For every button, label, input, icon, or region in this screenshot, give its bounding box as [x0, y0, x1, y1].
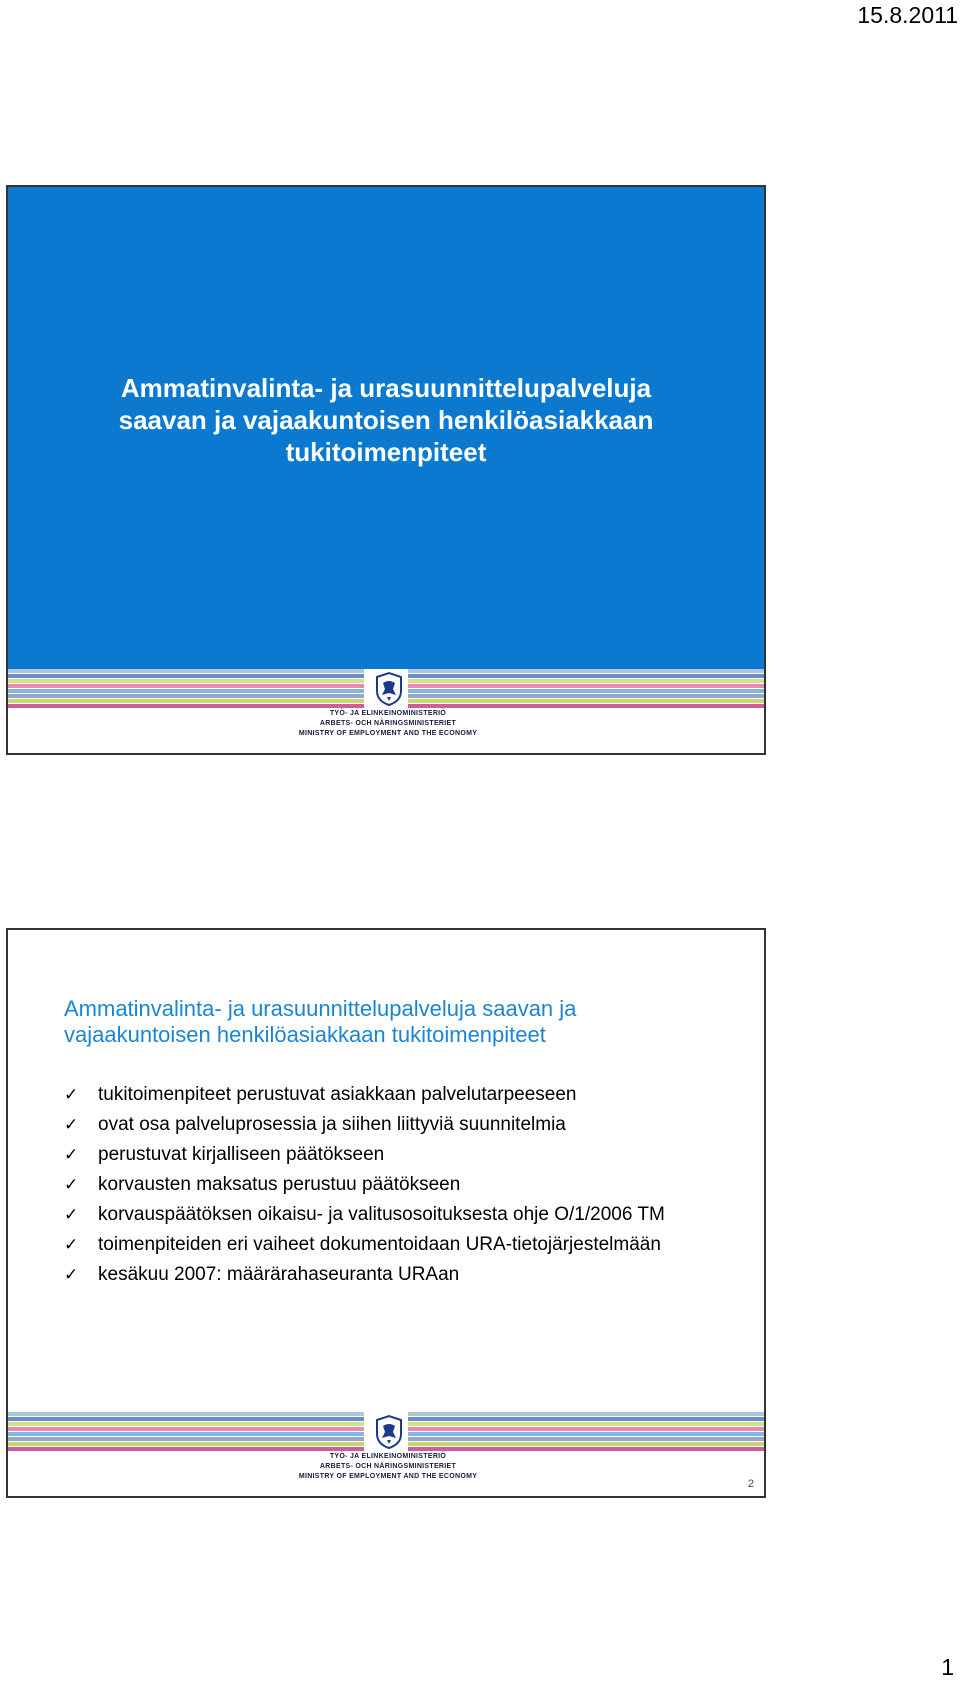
- cover-title: [68, 372, 704, 468]
- footer-stripe: [408, 704, 764, 708]
- checkmark-icon: ✓: [64, 1235, 79, 1255]
- bullet-item: [64, 1112, 714, 1138]
- footer-stripe: [8, 684, 364, 688]
- bullet-text: kesäkuu 2007: määrärahaseuranta URAan: [98, 1264, 460, 1285]
- footer-stripe: [408, 1422, 764, 1426]
- bullet-text: korvauspäätöksen oikaisu- ja valitusosoituksesta ohje O/1/2006 TM: [98, 1204, 665, 1225]
- page-number: 1: [941, 1654, 954, 1680]
- footer-stripe: [8, 674, 364, 678]
- ministry-name-sv: ARBETS- OCH NÄRINGSMINISTERIET: [319, 720, 457, 727]
- bullet-item: [64, 1232, 714, 1258]
- cover-title-line: saavan ja vajaakuntoisen henkilöasiakkaan: [118, 405, 654, 435]
- footer-stripe: [408, 694, 764, 698]
- ministry-name-en: MINISTRY OF EMPLOYMENT AND THE ECONOMY: [298, 730, 478, 737]
- bullet-text: korvausten maksatus perustuu päätökseen: [98, 1174, 461, 1195]
- bullet-list: [64, 1082, 714, 1292]
- checkmark-icon: ✓: [64, 1085, 79, 1105]
- ministry-name-fi: TYÖ- JA ELINKEINOMINISTERIÖ: [329, 1453, 447, 1460]
- footer-stripe: [8, 1417, 364, 1421]
- slide-title: [64, 996, 714, 1048]
- ministry-names: [238, 709, 538, 739]
- footer-stripe: [8, 704, 364, 708]
- footer-stripe: [408, 1432, 764, 1436]
- checkmark-icon: ✓: [64, 1175, 79, 1195]
- bullet-item: [64, 1202, 714, 1228]
- footer-stripe: [408, 1412, 764, 1416]
- footer-stripe: [8, 689, 364, 693]
- footer-stripe: [8, 669, 364, 673]
- footer-stripe: [408, 669, 764, 673]
- checkmark-icon: ✓: [64, 1145, 79, 1165]
- footer-stripe: [8, 1442, 364, 1446]
- footer-stripe: [408, 1442, 764, 1446]
- footer-stripe: [8, 1437, 364, 1441]
- footer-stripe: [8, 699, 364, 703]
- slide-number: 2: [747, 1478, 754, 1490]
- footer-stripe: [8, 694, 364, 698]
- finnish-lion-crest-icon: [373, 671, 405, 707]
- slide-title-line: vajaakuntoisen henkilöasiakkaan tukitoimenpiteet: [64, 1022, 546, 1047]
- slide-cover: [6, 185, 766, 755]
- bullet-item: [64, 1262, 714, 1288]
- bullet-text: ovat osa palveluprosessia ja siihen liittyviä suunnitelmia: [98, 1114, 566, 1135]
- footer-stripe: [8, 1432, 364, 1436]
- finnish-lion-crest-icon: [373, 1414, 405, 1450]
- footer-stripe: [408, 689, 764, 693]
- ministry-name-fi: TYÖ- JA ELINKEINOMINISTERIÖ: [329, 710, 447, 717]
- footer-stripe: [408, 679, 764, 683]
- slide-footer-band: [8, 1412, 764, 1498]
- footer-stripe: [408, 684, 764, 688]
- cover-title-line: Ammatinvalinta- ja urasuunnittelupalveluja: [120, 373, 652, 403]
- footer-stripe: [408, 699, 764, 703]
- bullet-text: tukitoimenpiteet perustuvat asiakkaan palvelutarpeeseen: [98, 1084, 577, 1105]
- ministry-name-en: MINISTRY OF EMPLOYMENT AND THE ECONOMY: [298, 1473, 478, 1480]
- bullet-item: [64, 1172, 714, 1198]
- slide-content: [6, 928, 766, 1498]
- footer-stripe: [408, 674, 764, 678]
- footer-stripe: [408, 1427, 764, 1431]
- ministry-names: [238, 1452, 538, 1482]
- footer-stripe: [8, 1447, 364, 1451]
- footer-stripe: [8, 679, 364, 683]
- footer-stripe: [408, 1417, 764, 1421]
- footer-stripe: [408, 1437, 764, 1441]
- bullet-item: [64, 1082, 714, 1108]
- cover-title-line: tukitoimenpiteet: [285, 437, 487, 467]
- footer-stripe: [8, 1427, 364, 1431]
- slide-title-line: Ammatinvalinta- ja urasuunnittelupalveluja saavan ja: [64, 996, 577, 1021]
- checkmark-icon: ✓: [64, 1115, 79, 1135]
- ministry-name-sv: ARBETS- OCH NÄRINGSMINISTERIET: [319, 1463, 457, 1470]
- checkmark-icon: ✓: [64, 1265, 79, 1285]
- footer-stripe: [408, 1447, 764, 1451]
- slide-footer-band: [8, 669, 764, 755]
- bullet-text: perustuvat kirjalliseen päätökseen: [98, 1144, 385, 1165]
- footer-stripe: [8, 1412, 364, 1416]
- bullet-text: toimenpiteiden eri vaiheet dokumentoidaan URA-tietojärjestelmään: [98, 1234, 661, 1255]
- page-date: 15.8.2011: [857, 2, 958, 28]
- bullet-item: [64, 1142, 714, 1168]
- checkmark-icon: ✓: [64, 1205, 79, 1225]
- footer-stripe: [8, 1422, 364, 1426]
